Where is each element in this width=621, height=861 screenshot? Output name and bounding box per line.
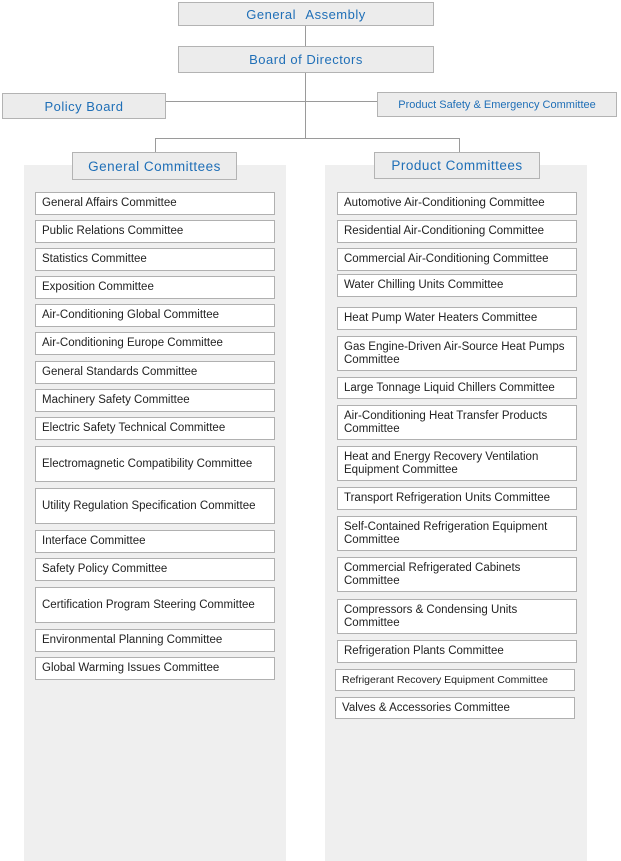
policy-board-box [2, 93, 166, 119]
list-item: Residential Air-Conditioning Committee [337, 220, 577, 243]
list-item: Interface Committee [35, 530, 275, 553]
list-item: Safety Policy Committee [35, 558, 275, 581]
list-item: Compressors & Condensing Units Committee [337, 599, 577, 634]
list-item: Transport Refrigeration Units Committee [337, 487, 577, 510]
list-item: Certification Program Steering Committee [35, 587, 275, 623]
connector-branch [155, 138, 460, 139]
board-of-directors-box [178, 46, 434, 73]
list-item: Global Warming Issues Committee [35, 657, 275, 680]
list-item: Self-Contained Refrigeration Equipment Committee [337, 516, 577, 551]
list-item: Electric Safety Technical Committee [35, 417, 275, 440]
list-item: Air-Conditioning Global Committee [35, 304, 275, 327]
product-committees-title: Product Committees [391, 158, 523, 173]
general-assembly-label: General Assembly [246, 6, 366, 22]
list-item: Water Chilling Units Committee [337, 274, 577, 297]
general-assembly-box [178, 2, 434, 26]
list-item: Environmental Planning Committee [35, 629, 275, 652]
list-item: Refrigeration Plants Committee [337, 640, 577, 663]
connector-board-trunk [305, 73, 306, 138]
list-item: Air-Conditioning Heat Transfer Products Committee [337, 405, 577, 440]
list-item: Automotive Air-Conditioning Committee [337, 192, 577, 215]
list-item: Large Tonnage Liquid Chillers Committee [337, 377, 577, 399]
list-item: Heat and Energy Recovery Ventilation Equipment Committee [337, 446, 577, 481]
product-committees-header [374, 152, 540, 179]
list-item: Refrigerant Recovery Equipment Committee [335, 669, 575, 691]
product-safety-label: Product Safety & Emergency Committee [398, 98, 596, 111]
list-item: Public Relations Committee [35, 220, 275, 243]
list-item: Gas Engine-Driven Air-Source Heat Pumps Committee [337, 336, 577, 371]
list-item: General Standards Committee [35, 361, 275, 384]
connector-product [459, 138, 460, 152]
list-item: Electromagnetic Compatibility Committee [35, 446, 275, 482]
list-item: Exposition Committee [35, 276, 275, 299]
list-item: Valves & Accessories Committee [335, 697, 575, 719]
connector-ga-board [305, 26, 306, 46]
connector-product-safety [306, 101, 377, 102]
list-item: Heat Pump Water Heaters Committee [337, 307, 577, 330]
list-item: Utility Regulation Specification Committee [35, 488, 275, 524]
connector-policy [166, 101, 305, 102]
list-item: Air-Conditioning Europe Committee [35, 332, 275, 355]
product-safety-box [377, 92, 617, 117]
list-item: Commercial Refrigerated Cabinets Committee [337, 557, 577, 592]
list-item: General Affairs Committee [35, 192, 275, 215]
connector-general [155, 138, 156, 152]
list-item: Statistics Committee [35, 248, 275, 271]
list-item: Machinery Safety Committee [35, 389, 275, 412]
policy-board-label: Policy Board [44, 98, 124, 114]
general-committees-header [72, 152, 237, 180]
board-of-directors-label: Board of Directors [249, 52, 363, 67]
list-item: Commercial Air-Conditioning Committee [337, 248, 577, 271]
general-committees-title: General Committees [88, 158, 221, 174]
